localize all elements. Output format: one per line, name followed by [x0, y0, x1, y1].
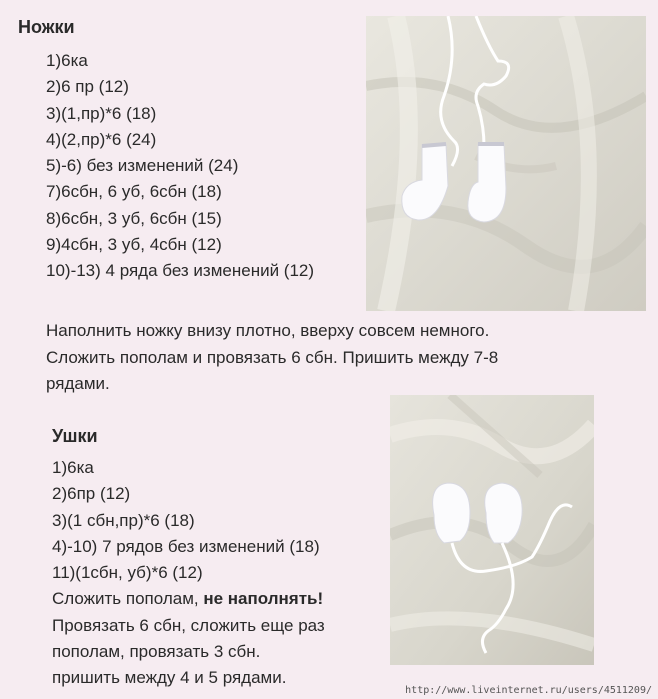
- booties-photo-image: [366, 16, 646, 311]
- ears-title: Ушки: [52, 426, 98, 446]
- booties-photo: [366, 16, 646, 311]
- legs-instructions: [46, 318, 646, 398]
- legs-row: 3)(1,пр)*6 (18): [46, 103, 157, 123]
- ears-row: 11)(1сбн, уб)*6 (12): [52, 563, 203, 583]
- ears-row: 4)-10) 7 рядов без изменений (18): [52, 536, 320, 556]
- ears-photo-image: [390, 395, 594, 665]
- legs-instruction-line: Сложить пополам и провязать 6 сбн. Пришить между 7-8: [46, 347, 499, 367]
- ears-tail-line: пополам, провязать 3 сбн.: [52, 642, 261, 662]
- ears-photo: [390, 395, 594, 665]
- legs-row: 10)-13) 4 ряда без изменений (12): [46, 261, 315, 281]
- legs-row: 4)(2,пр)*6 (24): [46, 129, 157, 149]
- ears-fold-line: [52, 586, 325, 612]
- ears-row: 3)(1 сбн,пр)*6 (18): [52, 510, 195, 530]
- ears-fold-emphasis: не наполнять!: [203, 589, 324, 609]
- watermark: http://www.liveinternet.ru/users/4511209/: [405, 685, 652, 696]
- legs-row: 2)6 пр (12): [46, 77, 129, 97]
- ears-fold-text: Сложить пополам,: [52, 589, 204, 609]
- ears-row: 1)6ка: [52, 458, 94, 477]
- ears-rows: [52, 455, 325, 692]
- ears-row: 2)6пр (12): [52, 484, 131, 504]
- legs-row: 7)6сбн, 6 уб, 6сбн (18): [46, 182, 222, 202]
- legs-row: 8)6сбн, 3 уб, 6сбн (15): [46, 208, 222, 228]
- ears-tail-line: Провязать 6 сбн, сложить еще раз: [52, 615, 325, 635]
- legs-instruction-line: рядами.: [46, 374, 110, 393]
- legs-row: 1)6ка: [46, 51, 88, 70]
- ears-tail-line: пришить между 4 и 5 рядами.: [52, 668, 287, 688]
- legs-rows: [46, 48, 314, 285]
- legs-row: 9)4сбн, 3 уб, 4сбн (12): [46, 235, 222, 255]
- legs-instruction-line: Наполнить ножку внизу плотно, вверху совсем немного.: [46, 321, 490, 340]
- legs-title: Ножки: [18, 17, 75, 37]
- legs-row: 5)-6) без изменений (24): [46, 156, 239, 176]
